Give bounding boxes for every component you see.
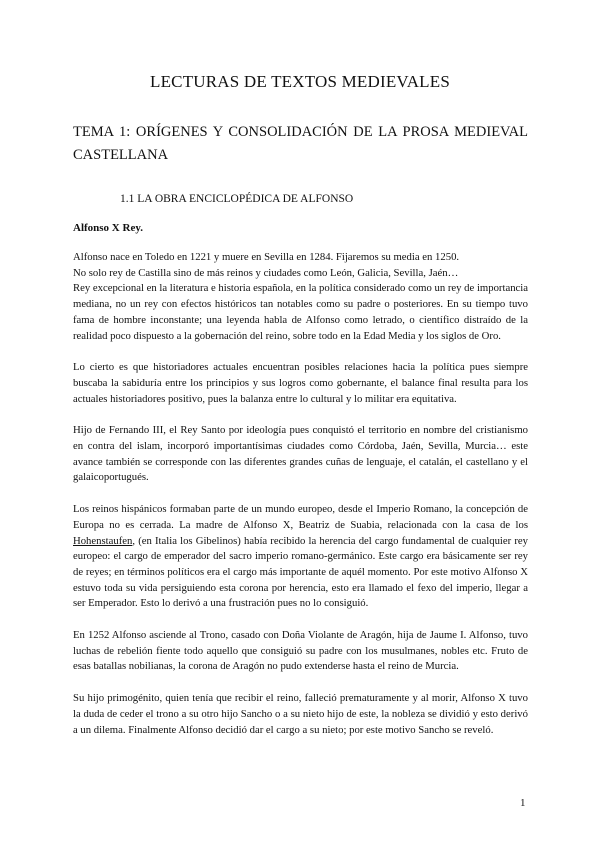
paragraph-2: Lo cierto es que historiadores actuales encuentran posibles relaciones hacia la política pues siempre buscaba la sabiduría entre los principios y sus logros como gobernante, el balance final resulta para los actuales historiadores positivo, pues la balanza entre lo cultural y lo militar era equitativa.: [73, 361, 528, 405]
hohenstaufen-link[interactable]: Hohenstaufen: [73, 534, 133, 547]
subheading: Alfonso X Rey.: [73, 222, 143, 234]
document-body: [73, 250, 528, 754]
paragraph-1-line-3: Rey excepcional en la literatura e historia española, en la política considerado como un rey de importancia mediana, no un rey con efectos históricos tan notables como su padre o posteriores. En su tiempo tuvo fama de hombre inconstante; una leyenda habla de Alfonso como letrado, o científico distraído de la realidad poco dispuesto a la gobernación del reino, sobre todo en la Edad Media y los siglos de Oro.: [73, 282, 528, 342]
page-number: 1: [520, 797, 526, 809]
document-title: LECTURAS DE TEXTOS MEDIEVALES: [149, 72, 450, 91]
paragraph-6: Su hijo primogénito, quien tenía que recibir el reino, falleció prematuramente y al morir, Alfonso X tuvo la duda de ceder el trono a su otro hijo Sancho o a su nieto hijo de este, la nobleza se dividió y esto derivó a un dilema. Finalmente Alfonso decidió dar el cargo a su nieto; por este motivo Sancho se reveló.: [73, 692, 528, 736]
paragraph-4-end: , (en Italia los Gibelinos) había recibido la herencia del cargo fundamental de cualquier rey europeo: el cargo de emperador del sacro imperio romano-germánico. Este cargo era básicamente ser rey de reyes; en términos políticos era el cargo más importante de aquél momento. Por este motivo Alfonso X estuvo toda su vida persiguiendo esta corona por herencia, esto era llamado el fexo del imperio, llegar a ser Emperador. Esto lo derivó a una frustración pues no lo consiguió.: [73, 534, 528, 610]
paragraph-5: En 1252 Alfonso asciende al Trono, casado con Doña Violante de Aragón, hija de Jaume I. Alfonso, tuvo luchas de rebelión fiente todo aquello que consiguió su padre con los musulmanes, nobles etc. Fruto de esas batallas nobilianas, la corona de Aragón no pudo extenderse hasta el reino de Murcia.: [73, 629, 528, 673]
section-heading: 1.1 LA OBRA ENCICLOPÉDICA DE ALFONSO: [120, 193, 354, 205]
paragraph-3: Hijo de Fernando III, el Rey Santo por ideología pues conquistó el territorio en nombre del cristianismo en contra del islam, incorporó importantísimas ciudades como Córdoba, Jaén, Sevilla, Murcia… este avance también se corresponde con las diferentes grandes cuñas de lenguaje, el catalán, el castellano y el galaicoportugués.: [73, 424, 528, 484]
paragraph-1-line-1: Alfonso nace en Toledo en 1221 y muere en Sevilla en 1284. Fijaremos su media en 1250.: [73, 251, 460, 263]
paragraph-4: [73, 502, 528, 612]
tema-heading: TEMA 1: ORÍGENES Y CONSOLIDACIÓN DE LA PROSA MEDIEVAL CASTELLANA: [73, 124, 528, 163]
paragraph-1-line-2: No solo rey de Castilla sino de más reinos y ciudades como León, Galicia, Sevilla, Jaén…: [73, 266, 459, 279]
paragraph-4-start: Los reinos hispánicos formaban parte de un mundo europeo, desde el Imperio Romano, la concepción de Europa no es cerrada. La madre de Alfonso X, Beatriz de Suabia, relacionada con la casa de los: [73, 503, 528, 531]
paragraph-1: [73, 250, 528, 344]
